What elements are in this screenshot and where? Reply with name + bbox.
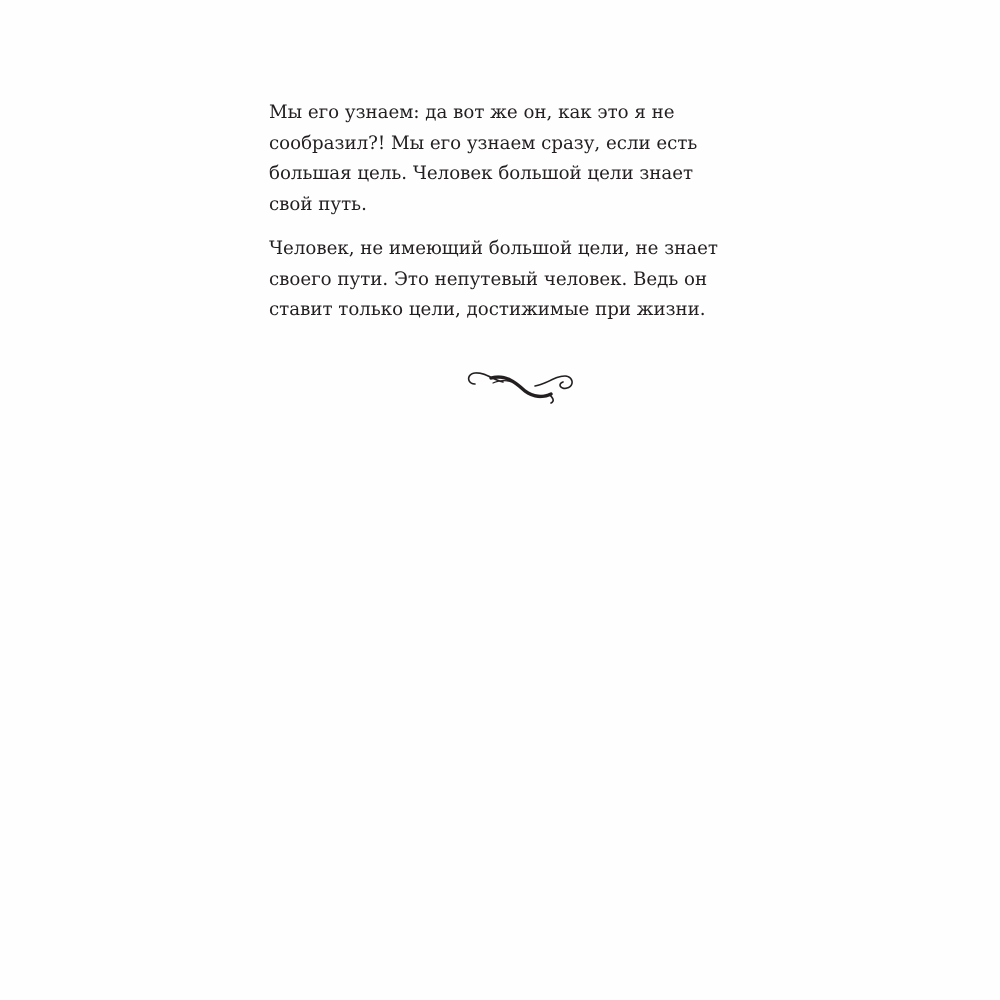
text-line: ставит только цели, достижимые при жизни. bbox=[269, 299, 706, 320]
text-line: сообразил?! Мы его узнаем сразу, если есть bbox=[269, 132, 698, 154]
body-text bbox=[269, 98, 779, 326]
text-line: Мы его узнаем: да вот же он, как это я не bbox=[269, 102, 675, 123]
text-line: большая цель. Человек большой цели знает bbox=[269, 163, 694, 184]
paragraph-1 bbox=[269, 98, 779, 220]
paragraph-2 bbox=[269, 234, 779, 326]
text-line: свой путь. bbox=[269, 193, 367, 215]
text-line: Человек, не имеющий большой цели, не знает bbox=[269, 238, 718, 259]
flourish-ornament-icon bbox=[463, 364, 577, 406]
text-line: своего пути. Это непутевый человек. Ведь он bbox=[269, 268, 708, 290]
